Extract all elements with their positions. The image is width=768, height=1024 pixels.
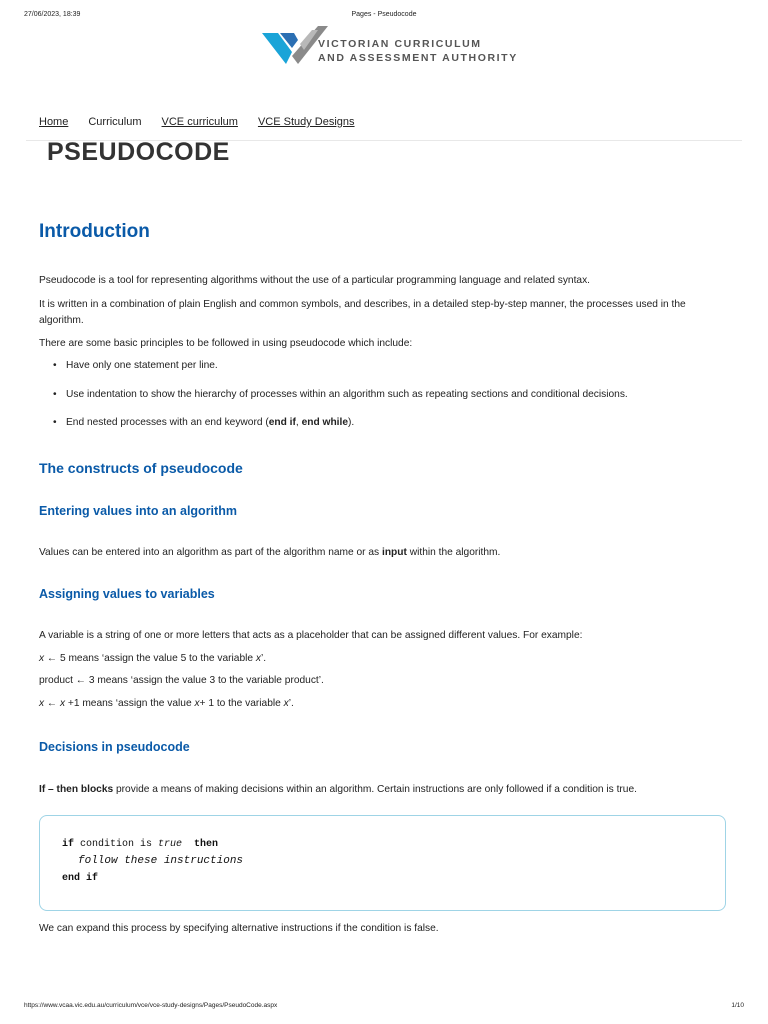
intro-paragraph-1: Pseudocode is a tool for representing algorithms without the use of a particular programming language and related syntax.	[39, 275, 591, 286]
code-line-3: end if	[62, 872, 99, 884]
breadcrumb-curriculum: Curriculum	[88, 116, 142, 128]
decisions-paragraph: If – then blocks provide a means of making decisions within an algorithm. Certain instructions are only followed if a condition is true.	[39, 784, 637, 795]
keyword-input: input	[382, 546, 407, 558]
main-content	[39, 220, 731, 937]
assign-example-2: product ← 3 means ‘assign the value 3 to the variable product’.	[39, 675, 324, 686]
principles-list	[39, 358, 731, 432]
entering-values-paragraph: Values can be entered into an algorithm as part of the algorithm name or as input within the algorithm.	[39, 546, 501, 558]
breadcrumb-vce-study-designs[interactable]: VCE Study Designs	[257, 116, 355, 128]
introduction-heading: Introduction	[39, 221, 150, 242]
print-title: Pages - Pseudocode	[351, 11, 417, 18]
list-item: • Have only one statement per line.	[53, 358, 731, 375]
page-number: 1/10	[731, 1002, 744, 1009]
logo-line-2: AND ASSESSMENT AUTHORITY	[318, 52, 518, 64]
keyword-end-if: end if	[268, 417, 296, 428]
assigning-values-heading: Assigning values to variables	[39, 587, 215, 601]
assigning-paragraph: A variable is a string of one or more letters that acts as a placeholder that can be assigned different values. For example:	[39, 630, 583, 641]
list-item: • End nested processes with an end keyword (end if, end while).	[53, 415, 731, 432]
code-line-2: follow these instructions	[78, 854, 244, 867]
breadcrumb	[39, 116, 355, 128]
page-title: PSEUDOCODE	[47, 138, 230, 166]
intro-paragraph-3: There are some basic principles to be followed in using pseudocode which include:	[39, 337, 413, 349]
list-item: • Use indentation to show the hierarchy of processes within an algorithm such as repeating sections and conditional decisions.	[53, 387, 731, 404]
decisions-after-paragraph: We can expand this process by specifying alternative instructions if the condition is false.	[39, 922, 439, 934]
keyword-end-while: end while	[301, 417, 348, 428]
logo-line-1: VICTORIAN CURRICULUM	[318, 38, 482, 50]
breadcrumb-vce-curriculum[interactable]: VCE curriculum	[161, 116, 238, 128]
code-line-1: if condition is true then	[62, 838, 219, 850]
decisions-heading: Decisions in pseudocode	[39, 740, 190, 754]
breadcrumb-home[interactable]: Home	[39, 116, 69, 128]
entering-values-heading: Entering values into an algorithm	[39, 503, 237, 518]
pseudocode-example-box	[39, 815, 726, 911]
assign-example-1: x ← 5 means ‘assign the value 5 to the variable x’.	[39, 652, 267, 664]
intro-paragraph-2: It is written in a combination of plain English and common symbols, and describes, in a detailed step-by-step manner, the processes used in the algorithm.	[39, 298, 686, 326]
constructs-heading: The constructs of pseudocode	[39, 459, 243, 476]
keyword-if-then-blocks: If – then blocks	[39, 784, 114, 795]
print-url: https://www.vcaa.vic.edu.au/curriculum/vce/vce-study-designs/Pages/PseudoCode.aspx	[24, 1002, 278, 1009]
assign-example-3: x ← x +1 means ‘assign the value x+ 1 to the variable x’.	[39, 697, 294, 709]
print-date: 27/06/2023, 18:39	[24, 11, 81, 18]
vcaa-logo[interactable]	[262, 26, 522, 68]
